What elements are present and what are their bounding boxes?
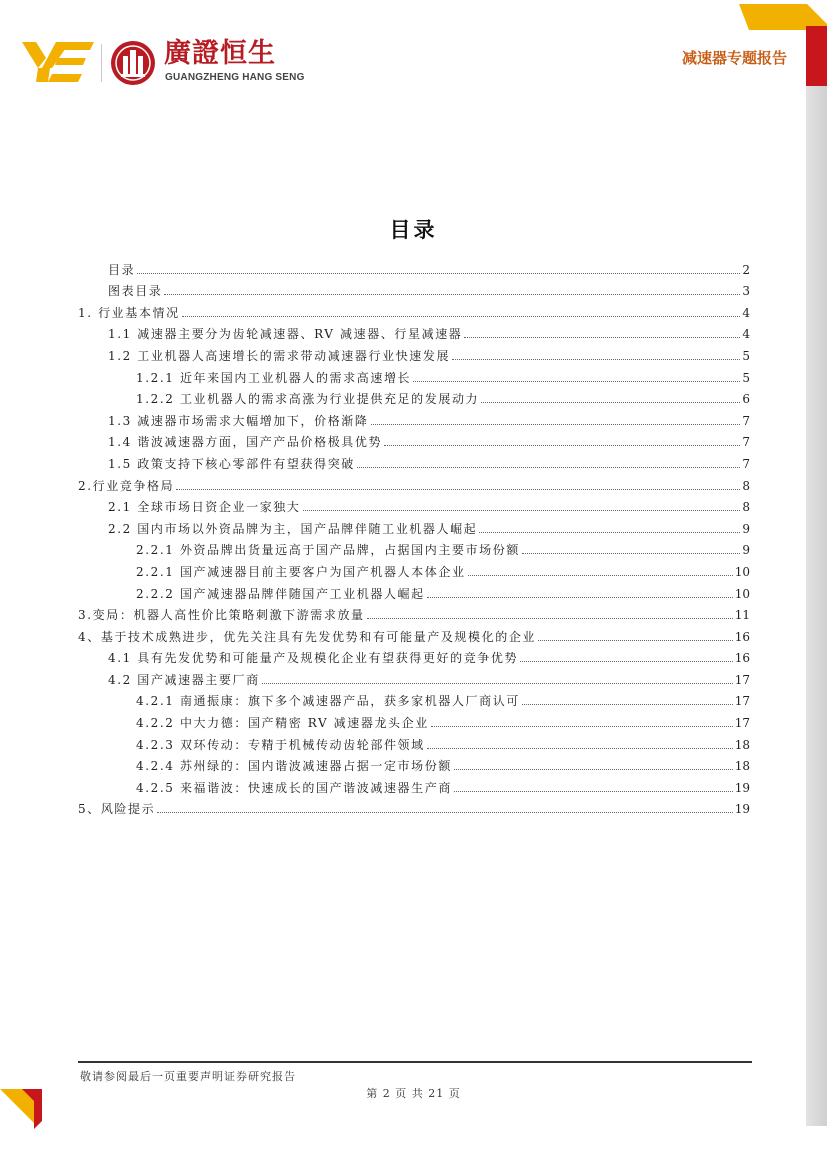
toc-entry-text: 4.2.2 中大力德：国产精密 RV 减速器龙头企业 [136,716,429,731]
toc-entry-text: 2.2.1 国产减速器目前主要客户为国产机器人本体企业 [136,564,466,579]
toc-leader-dots [481,402,740,403]
toc-leader-dots [427,597,733,598]
toc-entry-page: 18 [734,759,750,774]
toc-entry-page: 17 [734,672,750,687]
toc-leader-dots [413,381,740,382]
toc-leader-dots [431,726,733,727]
toc-entry[interactable] [78,385,750,407]
toc-leader-dots [262,683,733,684]
page-number: 第 2 页 共 21 页 [366,1087,461,1100]
toc-entry-page: 3 [742,284,750,299]
footer-divider [78,1061,752,1063]
toc-leader-dots [538,640,733,641]
toc-leader-dots [157,812,732,813]
toc-entry-text: 4.2.1 南通振康：旗下多个减速器产品，获多家机器人厂商认可 [136,694,520,709]
toc-entry-text: 1.4 谐波减速器方面，国产产品价格极具优势 [108,435,383,450]
toc-leader-dots [522,553,740,554]
toc-entry[interactable] [78,665,750,687]
toc-leader-dots [520,661,733,662]
toc-leader-dots [479,532,740,533]
toc-entry-page: 17 [734,694,750,709]
toc-entry[interactable] [78,298,750,320]
toc-leader-dots [371,424,741,425]
toc-leader-dots [303,510,741,511]
toc-entry-page: 19 [734,802,750,817]
toc-entry[interactable] [78,449,750,471]
toc-entry-page: 11 [734,608,750,623]
toc-entry-page: 8 [742,500,750,515]
toc-entry-page: 19 [734,780,750,795]
toc-entry-page: 7 [742,456,750,471]
toc-entry-page: 4 [742,305,750,320]
toc-leader-dots [427,748,733,749]
toc-entry[interactable] [78,341,750,363]
toc-leader-dots [164,294,740,295]
toc-entry[interactable] [78,277,750,299]
corner-decoration-bottom [0,1089,42,1129]
toc-entry[interactable] [78,493,750,515]
toc-entry-page: 6 [742,392,750,407]
toc-leader-dots [182,316,741,317]
toc-entry[interactable] [78,708,750,730]
toc-entry[interactable] [78,622,750,644]
gz-seal-icon [110,40,156,86]
toc-entry-text: 图表目录 [108,284,163,299]
toc-entry[interactable] [78,644,750,666]
toc-entry-text: 1.2.2 工业机器人的需求高涨为行业提供充足的发展动力 [136,392,480,407]
toc-entry[interactable] [78,320,750,342]
toc-entry[interactable] [78,773,750,795]
toc-entry[interactable] [78,601,750,623]
corner-decoration [727,0,827,90]
toc-entry-page: 9 [742,543,750,558]
toc-entry[interactable] [78,687,750,709]
toc-entry[interactable] [78,514,750,536]
toc-entry[interactable] [78,752,750,774]
toc-entry-page: 17 [734,716,750,731]
toc-entry-text: 1. 行业基本情况 [78,305,180,320]
logo-divider [101,44,102,82]
toc-entry-text: 1.1 减速器主要分为齿轮减速器、RV 减速器、行星减速器 [108,327,463,342]
toc-entry[interactable] [78,406,750,428]
toc-entry-page: 7 [742,435,750,450]
toc-entry-text: 4、基于技术成熟进步，优先关注具有先发优势和有可能量产及规模化的企业 [78,629,537,644]
toc-entry-text: 目录 [108,262,136,277]
toc-entry-page: 4 [742,327,750,342]
toc-entry-text: 2.1 全球市场日资企业一家独大 [108,500,301,515]
toc-entry-text: 1.3 减速器市场需求大幅增加下，价格渐降 [108,413,369,428]
brand-name-cn: 廣證恒生 [164,38,276,69]
toc-leader-dots [384,445,740,446]
toc-leader-dots [454,791,733,792]
toc-leader-dots [357,467,740,468]
toc-entry-page: 7 [742,413,750,428]
toc-entry[interactable] [78,428,750,450]
brand-name-en: GUANGZHENG HANG SENG [165,72,305,83]
toc-leader-dots [176,489,740,490]
toc-entry-text: 1.2.1 近年来国内工业机器人的需求高速增长 [136,370,412,385]
footer-disclaimer: 敬请参阅最后一页重要声明证券研究报告 [80,1070,296,1083]
toc-entry[interactable] [78,579,750,601]
toc-entry-text: 4.1 具有先发优势和可能量产及规模化企业有望获得更好的竞争优势 [108,651,519,666]
toc-leader-dots [137,273,740,274]
toc-entry-text: 2.2.1 外资品牌出货量远高于国产品牌，占据国内主要市场份额 [136,543,520,558]
toc-entry-page: 18 [734,737,750,752]
toc-entry[interactable] [78,536,750,558]
ye-logo-icon [22,38,94,84]
table-of-contents [78,255,750,816]
toc-entry-page: 8 [742,478,750,493]
toc-entry[interactable] [78,557,750,579]
toc-leader-dots [468,575,733,576]
toc-leader-dots [454,769,733,770]
toc-entry-page: 10 [734,564,750,579]
toc-entry-text: 5、风险提示 [78,802,156,817]
report-type-label: 减速器专题报告 [681,49,787,67]
toc-entry-text: 2.2.2 国产减速器品牌伴随国产工业机器人崛起 [136,586,425,601]
toc-entry-text: 1.5 政策支持下核心零部件有望获得突破 [108,456,355,471]
toc-entry-text: 2.2 国内市场以外资品牌为主，国产品牌伴随工业机器人崛起 [108,521,478,536]
toc-leader-dots [522,704,733,705]
toc-entry[interactable] [78,471,750,493]
toc-entry-page: 5 [742,348,750,363]
toc-entry-page: 9 [742,521,750,536]
toc-entry-text: 4.2.3 双环传动：专精于机械传动齿轮部件领域 [136,737,425,752]
toc-entry-text: 2.行业竞争格局 [78,478,175,493]
toc-entry-text: 4.2.5 来福谐波：快速成长的国产谐波减速器生产商 [136,780,452,795]
toc-entry[interactable] [78,730,750,752]
toc-entry[interactable] [78,363,750,385]
toc-entry-text: 3.变局：机器人高性价比策略刺激下游需求放量 [78,608,365,623]
toc-leader-dots [452,359,740,360]
toc-entry-page: 10 [734,586,750,601]
toc-leader-dots [367,618,733,619]
toc-entry-page: 16 [734,651,750,666]
toc-entry[interactable] [78,255,750,277]
toc-title: 目录 [389,218,438,242]
toc-entry-text: 1.2 工业机器人高速增长的需求带动减速器行业快速发展 [108,348,451,363]
toc-entry-text: 4.2 国产减速器主要厂商 [108,672,260,687]
toc-entry-page: 5 [742,370,750,385]
toc-entry-page: 2 [742,262,750,277]
toc-leader-dots [464,337,740,338]
toc-entry[interactable] [78,795,750,817]
toc-entry-page: 16 [734,629,750,644]
toc-entry-text: 4.2.4 苏州绿的：国内谐波减速器占据一定市场份额 [136,759,452,774]
